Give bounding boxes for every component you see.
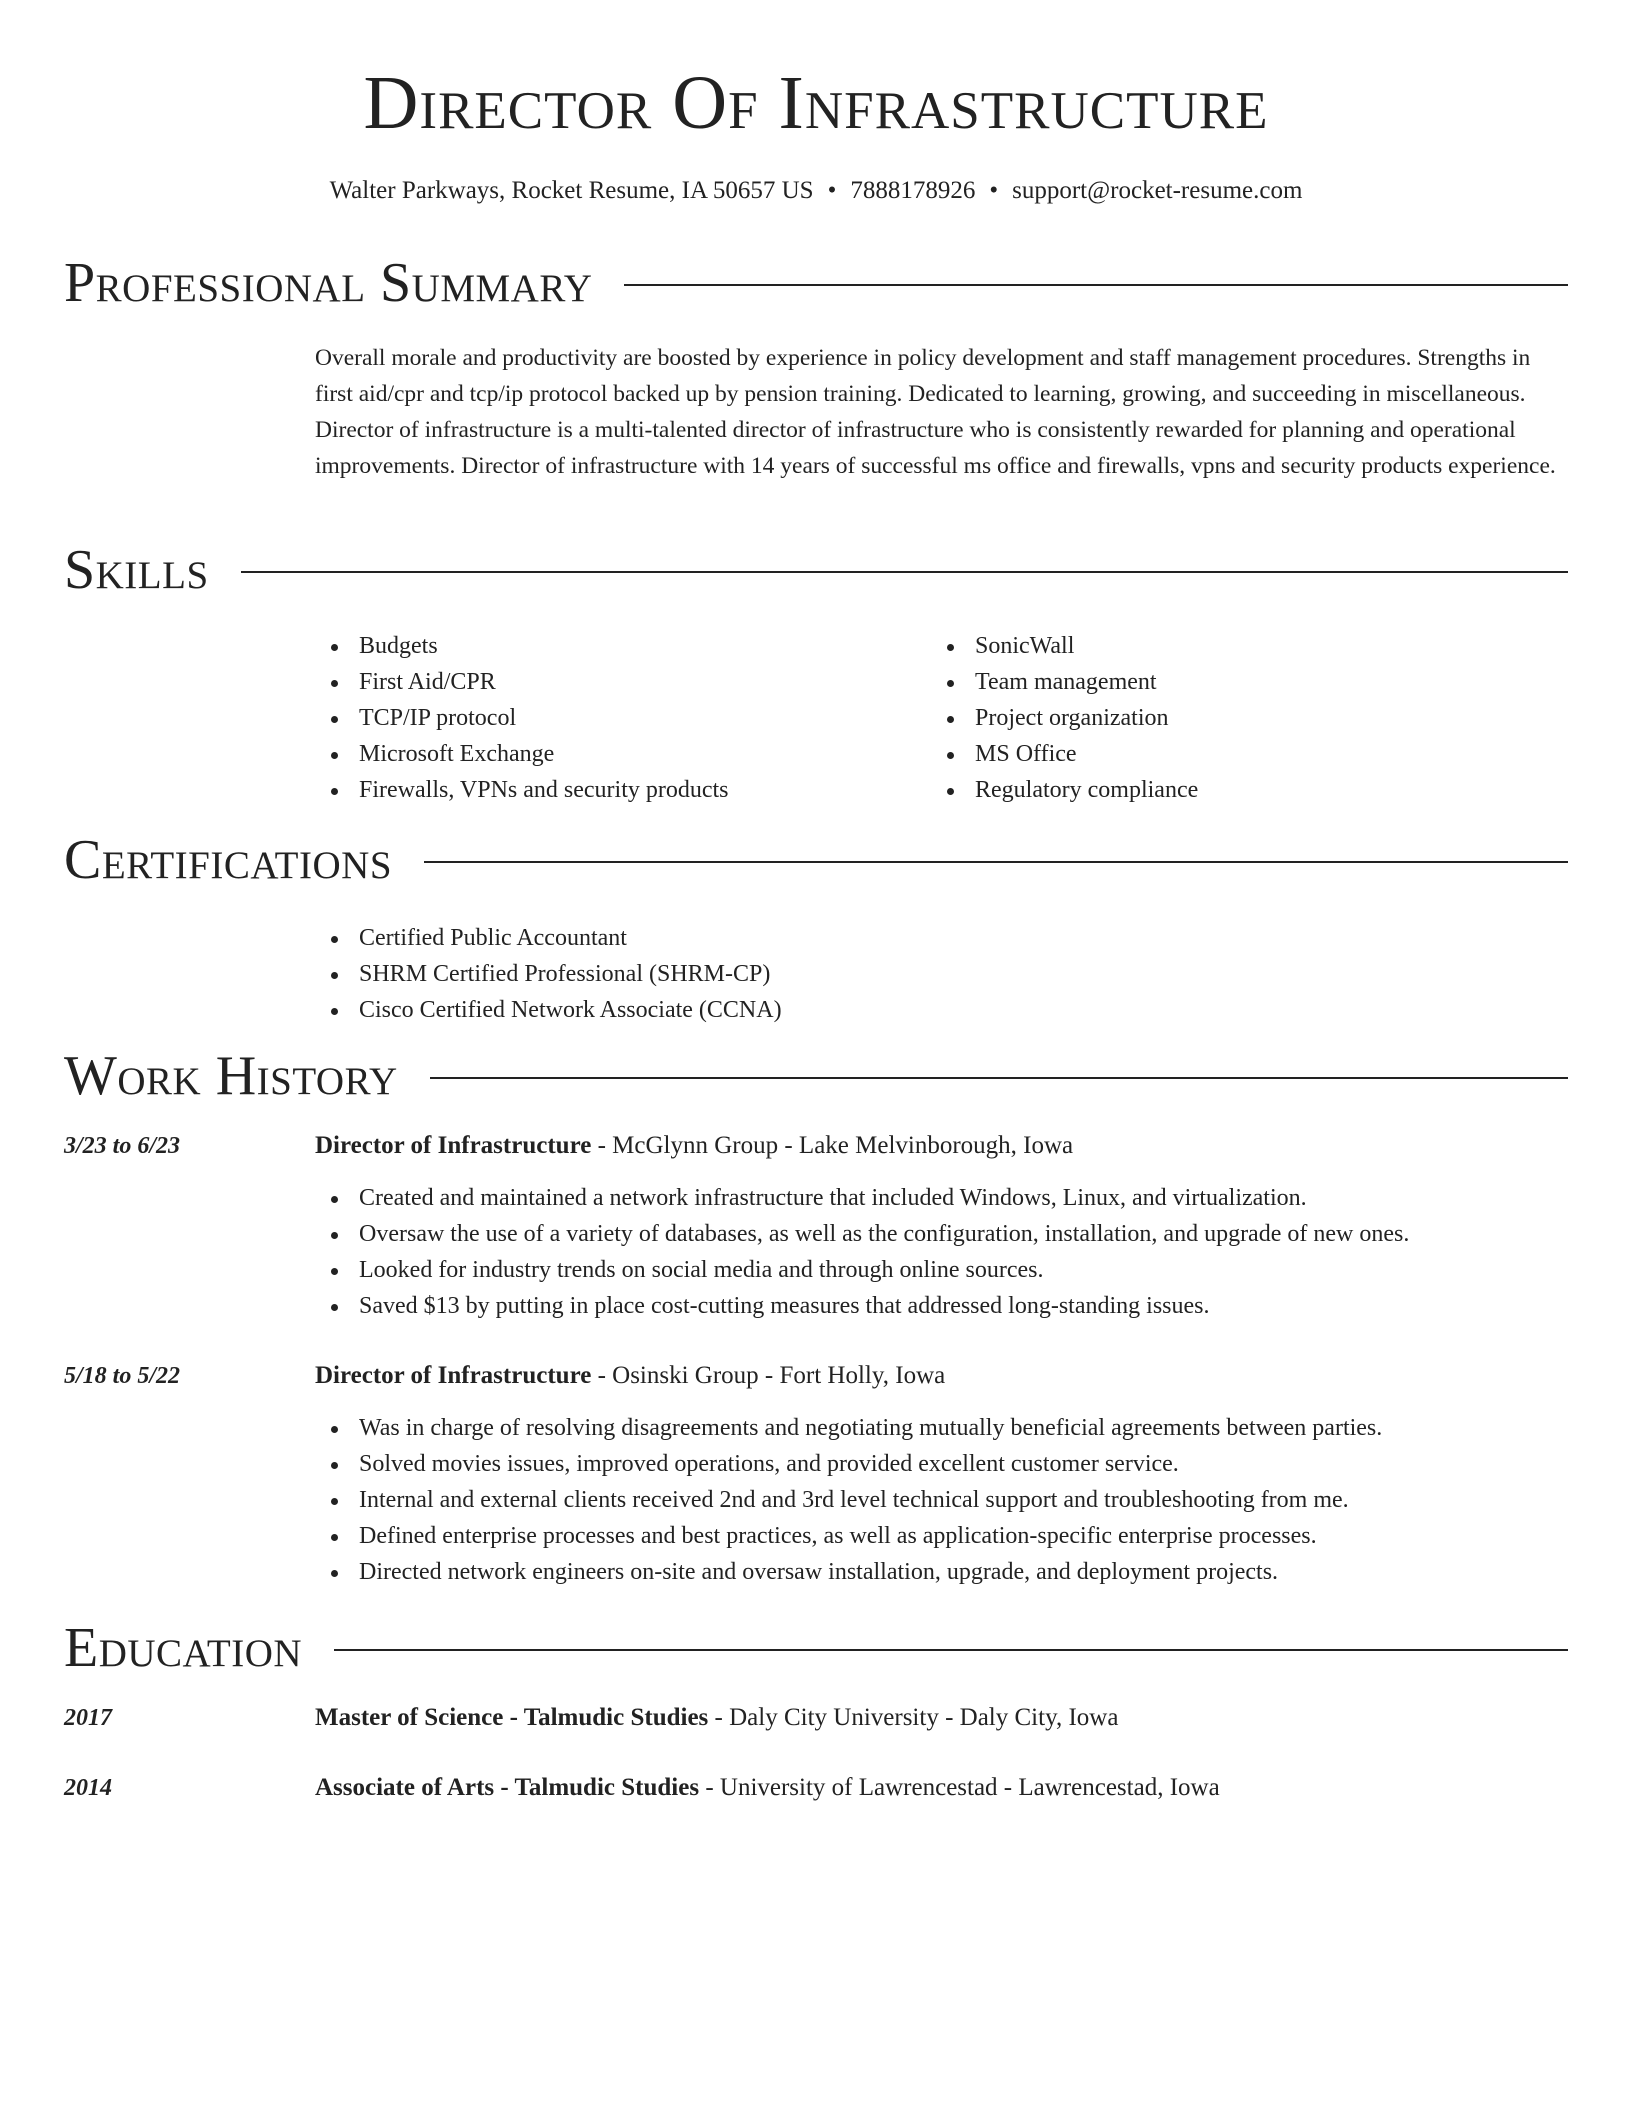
summary-text: Overall morale and productivity are boosted by experience in policy development and staff management procedures. Strengths in first aid/cpr and tcp/ip protocol backed up by pension training. Dedicated to learning, growing, and succeeding in miscellaneous. Director of infrastructure is a multi-talented director of infrastructure who is consistently rewarded for planning and operational improvements. Director of infrastructure with 14 years of successful ms office and firewalls, vpns and security products experience. <box>315 345 1556 479</box>
skill-item: Firewalls, VPNs and security products <box>315 772 915 808</box>
education-heading <box>315 1770 1565 1806</box>
education-school: - Daly City University - Daly City, Iowa <box>708 1704 1119 1731</box>
section-divider <box>424 861 1568 863</box>
job-bullet: Solved movies issues, improved operations, and provided excellent customer service. <box>315 1446 1565 1482</box>
job-bullet: Directed network engineers on-site and oversaw installation, upgrade, and deployment projects. <box>315 1554 1565 1590</box>
contact-phone: 7888178926 <box>850 177 976 204</box>
job-bullet: Looked for industry trends on social media and through online sources. <box>315 1252 1565 1288</box>
job-bullets <box>315 1180 1565 1324</box>
skills-list-left <box>315 628 915 808</box>
education-school: - University of Lawrencestad - Lawrencestad, Iowa <box>699 1774 1220 1801</box>
section-header-work-history <box>64 1044 1568 1108</box>
skill-item: TCP/IP protocol <box>315 700 915 736</box>
job-bullet: Oversaw the use of a variety of databases, as well as the configuration, installation, and upgrade of new ones. <box>315 1216 1565 1252</box>
section-divider <box>334 1649 1568 1651</box>
contact-email: support@rocket-resume.com <box>1012 177 1303 204</box>
education-degree: Associate of Arts - Talmudic Studies <box>315 1774 700 1801</box>
section-divider <box>624 284 1568 286</box>
job-title: Director of Infrastructure <box>315 1362 592 1389</box>
resume-name: Director Of Infrastructure <box>363 61 1269 145</box>
job-bullet: Was in charge of resolving disagreements and negotiating mutually beneficial agreements between parties. <box>315 1410 1565 1446</box>
contact-line <box>0 174 1632 208</box>
certifications-list <box>315 920 1515 1028</box>
job-bullet: Saved $13 by putting in place cost-cutting measures that addressed long-standing issues. <box>315 1288 1565 1324</box>
education-year: 2017 <box>64 1705 112 1731</box>
skills-list-right <box>931 628 1531 808</box>
section-title: Skills <box>64 539 209 601</box>
job-title: Director of Infrastructure <box>315 1132 592 1159</box>
section-title: Certifications <box>64 829 393 891</box>
section-title: Professional Summary <box>64 252 593 314</box>
section-title: Education <box>64 1617 303 1679</box>
education-heading <box>315 1700 1565 1736</box>
certification-item: SHRM Certified Professional (SHRM-CP) <box>315 956 1515 992</box>
skill-item: SonicWall <box>931 628 1531 664</box>
section-divider <box>241 571 1568 573</box>
contact-separator: • <box>827 177 837 204</box>
section-header-summary <box>64 251 1568 315</box>
job-dates: 5/18 to 5/22 <box>64 1363 181 1389</box>
job-dates: 3/23 to 6/23 <box>64 1133 181 1159</box>
job-heading <box>315 1358 1565 1394</box>
skill-item: First Aid/CPR <box>315 664 915 700</box>
skill-item: MS Office <box>931 736 1531 772</box>
skill-item: Project organization <box>931 700 1531 736</box>
certification-item: Certified Public Accountant <box>315 920 1515 956</box>
skill-item: Budgets <box>315 628 915 664</box>
section-header-education <box>64 1616 1568 1680</box>
skill-item: Team management <box>931 664 1531 700</box>
job-employer: - Osinski Group - Fort Holly, Iowa <box>591 1362 946 1389</box>
skill-item: Microsoft Exchange <box>315 736 915 772</box>
job-bullets <box>315 1410 1565 1590</box>
section-divider <box>430 1077 1568 1079</box>
job-bullet: Created and maintained a network infrastructure that included Windows, Linux, and virtualization. <box>315 1180 1565 1216</box>
job-bullet: Internal and external clients received 2nd and 3rd level technical support and troubleshooting from me. <box>315 1482 1565 1518</box>
section-header-skills <box>64 538 1568 602</box>
contact-address: Walter Parkways, Rocket Resume, IA 50657 US <box>329 177 814 204</box>
education-year: 2014 <box>64 1775 112 1801</box>
certification-item: Cisco Certified Network Associate (CCNA) <box>315 992 1515 1028</box>
section-title: Work History <box>64 1045 398 1107</box>
contact-separator: • <box>989 177 999 204</box>
job-bullet: Defined enterprise processes and best practices, as well as application-specific enterprise processes. <box>315 1518 1565 1554</box>
skill-item: Regulatory compliance <box>931 772 1531 808</box>
job-employer: - McGlynn Group - Lake Melvinborough, Iowa <box>591 1132 1074 1159</box>
education-degree: Master of Science - Talmudic Studies <box>315 1704 709 1731</box>
job-heading <box>315 1128 1565 1164</box>
section-header-certifications <box>64 828 1568 892</box>
